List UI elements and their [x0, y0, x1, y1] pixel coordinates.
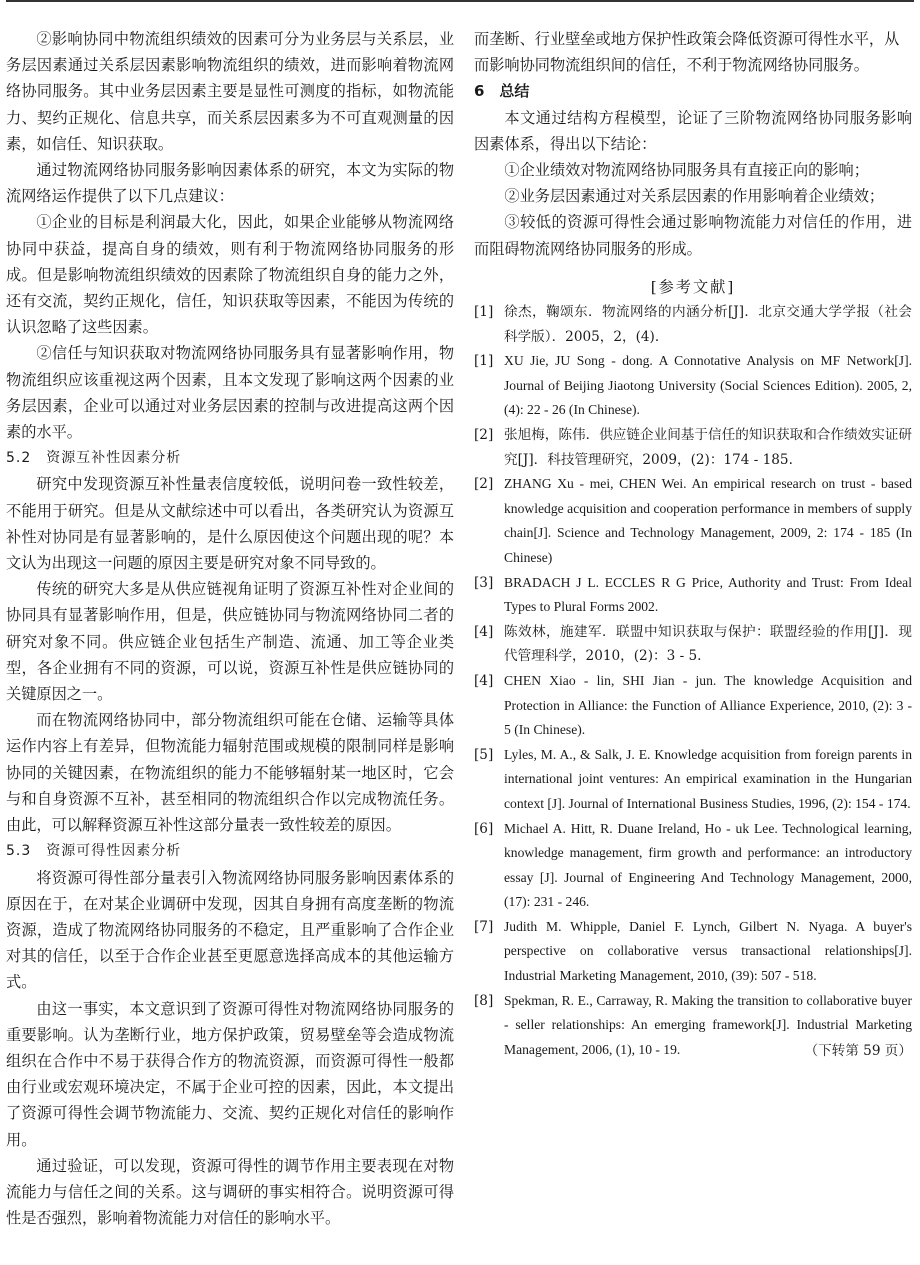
header-rule	[6, 0, 914, 4]
reference-number: [7]	[474, 918, 494, 935]
paragraph: ②信任与知识获取对物流网络协同服务具有显著影响作用，物物流组织应该重视这两个因素，且本文发现了影响这两个因素的业务层因素，企业可以通过对业务层因素的控制与改进提高这两个因素的水平。	[6, 344, 454, 442]
reference-item	[474, 915, 912, 989]
reference-number: [1]	[474, 304, 494, 321]
section-heading: 6 总结	[474, 82, 530, 101]
reference-text: BRADACH J L. ECCLES R G Price, Authority and Trust: From Ideal Types to Plural Forms 2002.	[504, 574, 912, 615]
paragraph: 将资源可得性部分量表引入物流网络协同服务影响因素体系的原因在于，在对某企业调研中发现，因其自身拥有高度垄断的物流资源，造成了物流网络协同服务的不稳定，且严重影响了合作企业对其的信任，以至于合作企业甚至更愿意选择高成本的其他运输方式。	[6, 868, 454, 992]
paragraph-continuation: 而垄断、行业壁垒或地方保护性政策会降低资源可得性水平，从而影响协同物流组织间的信任，不利于物流网络协同服务。	[474, 30, 900, 75]
paragraph: 由这一事实，本文意识到了资源可得性对物流网络协同服务的重要影响。认为垄断行业，地方保护政策，贸易壁垒等会造成物流组织在合作中不易于获得合作方的物流资源，而资源可得性一般都由行业或宏观环境决定，不属于企业可控的因素，因此，本文提出了资源可得性会调节物流能力、交流、契约正规化对信任的影响作用。	[6, 999, 454, 1149]
paragraph: ①企业绩效对物流网络协同服务具有直接正向的影响；	[504, 161, 869, 180]
right-column	[474, 26, 912, 1065]
reference-text: Lyles, M. A., & Salk, J. E. Knowledge acquisition from foreign parents in international joint ventures: An empirical examination in the Hungarian context [J]. Journal of International Business Studies, 1996, (2): 154 - 174.	[504, 746, 912, 811]
reference-item	[474, 300, 912, 349]
reference-text: CHEN Xiao - lin, SHI Jian - jun. The knowledge Acquisition and Protection in Alliance: the Function of Alliance Experience, 2010, (2): 3 - 5 (In Chinese).	[504, 672, 912, 738]
reference-text: Michael A. Hitt, R. Duane Ireland, Ho - uk Lee. Technological learning, knowledge management, firm growth and performance: an introductory essay [J]. Journal of Engineering And Technology Management, 2000, (17): 231 - 246.	[504, 820, 912, 910]
paragraph: 传统的研究大多是从供应链视角证明了资源互补性对企业间的协同具有显著影响作用，但是，供应链协同与物流网络协同二者的研究对象不同。供应链企业包括生产制造、流通、加工等企业类型，各企业拥有不同的资源，可以说，资源互补性是供应链协同的关键原因之一。	[6, 580, 454, 704]
reference-number: [6]	[474, 820, 494, 837]
paragraph: 通过验证，可以发现，资源可得性的调节作用主要表现在对物流能力与信任之间的关系。这与调研的事实相符合。说明资源可得性是否强烈，影响着物流能力对信任的影响水平。	[6, 1156, 454, 1228]
reference-number: [8]	[474, 992, 494, 1009]
paragraph: 研究中发现资源互补性量表信度较低，说明问卷一致性较差，不能用于研究。但是从文献综述中可以看出，各类研究认为资源互补性对协同是有显著影响的，是什么原因使这个问题出现的呢？本文认为出现这一问题的原因主要是研究对象不同导致的。	[6, 475, 454, 573]
reference-item	[474, 423, 912, 472]
conclusion-section	[474, 26, 912, 262]
reference-number: [2]	[474, 427, 494, 443]
reference-item	[474, 743, 912, 817]
reference-item	[474, 472, 912, 570]
paragraph: 本文通过结构方程模型，论证了三阶物流网络协同服务影响因素体系，得出以下结论：	[474, 108, 912, 153]
reference-item	[474, 669, 912, 743]
left-column	[6, 26, 454, 1231]
continued-note: （下转第 59 页）	[804, 1043, 912, 1060]
reference-number: [5]	[474, 746, 494, 763]
paragraph: ①企业的目标是利润最大化，因此，如果企业能够从物流网络协同中获益，提高自身的绩效，则有利于物流网络协同服务的形成。但是影响物流组织绩效的因素除了物流组织自身的能力之外，还有交流，契约正规化，信任，知识获取等因素，不能因为传统的认识忽略了这些因素。	[6, 213, 454, 337]
reference-text: 陈效林，施建军．联盟中知识获取与保护：联盟经验的作用[J]．现代管理科学，2010，(2)：3 - 5.	[504, 623, 912, 665]
reference-number: [3]	[474, 574, 494, 591]
paragraph: ②影响协同中物流组织绩效的因素可分为业务层与关系层，业务层因素通过关系层因素影响物流组织的绩效，进而影响着物流网络协同服务。其中业务层因素主要是显性可测度的指标，如物流能力、契约正规化、信息共享，而关系层因素多为不可直观测量的因素，如信任、知识获取。	[6, 30, 454, 153]
reference-item	[474, 349, 912, 423]
reference-text: Judith M. Whipple, Daniel F. Lynch, Gilbert N. Nyaga. A buyer's perspective on collaborative versus transactional relationships[J]. Industrial Marketing Management, 2010, (39): 507 - 518.	[504, 918, 912, 984]
subsection-heading: 5.3 资源可得性因素分析	[6, 843, 182, 860]
reference-item	[474, 817, 912, 915]
paragraph: ②业务层因素通过对关系层因素的作用影响着企业绩效；	[504, 187, 885, 206]
reference-text: 张旭梅，陈伟．供应链企业间基于信任的知识获取和合作绩效实证研究[J]．科技管理研究，2009，(2)：174 - 185.	[504, 427, 912, 468]
reference-text: Spekman, R. E., Carraway, R. Making the transition to collaborative buyer - seller relationships: An emerging framework[J]. Industrial Marketing Management, 2006, (1), 10 - 19.	[504, 992, 912, 1057]
paragraph: 而在物流网络协同中，部分物流组织可能在仓储、运输等具体运作内容上有差异，但物流能力辐射范围或规模的限制同样是影响协同的关键因素，在物流组织的能力不能够辐射某一地区时，它会与和自身资源不互补，甚至相同的物流组织合作以完成物流任务。由此，可以解释资源互补性这部分量表一致性较差的原因。	[6, 711, 454, 835]
reference-text: ZHANG Xu - mei, CHEN Wei. An empirical research on trust - based knowledge acquisition and cooperation performance in members of supply chain[J]. Science and Technology Management, 2009, 2: 174 - 185 (In Chinese)	[504, 476, 912, 565]
paragraph: ③较低的资源可得性会通过影响物流能力对信任的作用，进而阻碍物流网络协同服务的形成。	[474, 213, 912, 258]
reference-text: 徐杰，鞠颂东．物流网络的内涵分析[J]．北京交通大学学报（社会科学版）．2005，2，(4)．	[504, 304, 912, 345]
reference-item	[474, 571, 912, 620]
reference-item	[474, 620, 912, 669]
reference-number: [2]	[474, 476, 494, 493]
reference-number: [4]	[474, 623, 494, 640]
reference-number: [1]	[474, 353, 494, 370]
reference-text: XU Jie, JU Song - dong. A Connotative Analysis on MF Network[J]. Journal of Beijing Jiaotong University (Social Sciences Edition). 2005, 2, (4): 22 - 26 (In Chinese).	[504, 353, 912, 418]
paragraph: 通过物流网络协同服务影响因素体系的研究，本文为实际的物流网络运作提供了以下几点建议：	[6, 161, 454, 206]
references-heading: [参考文献]	[650, 277, 736, 296]
reference-list	[474, 300, 912, 1062]
subsection-heading: 5.2 资源互补性因素分析	[6, 450, 182, 467]
reference-number: [4]	[474, 672, 494, 689]
